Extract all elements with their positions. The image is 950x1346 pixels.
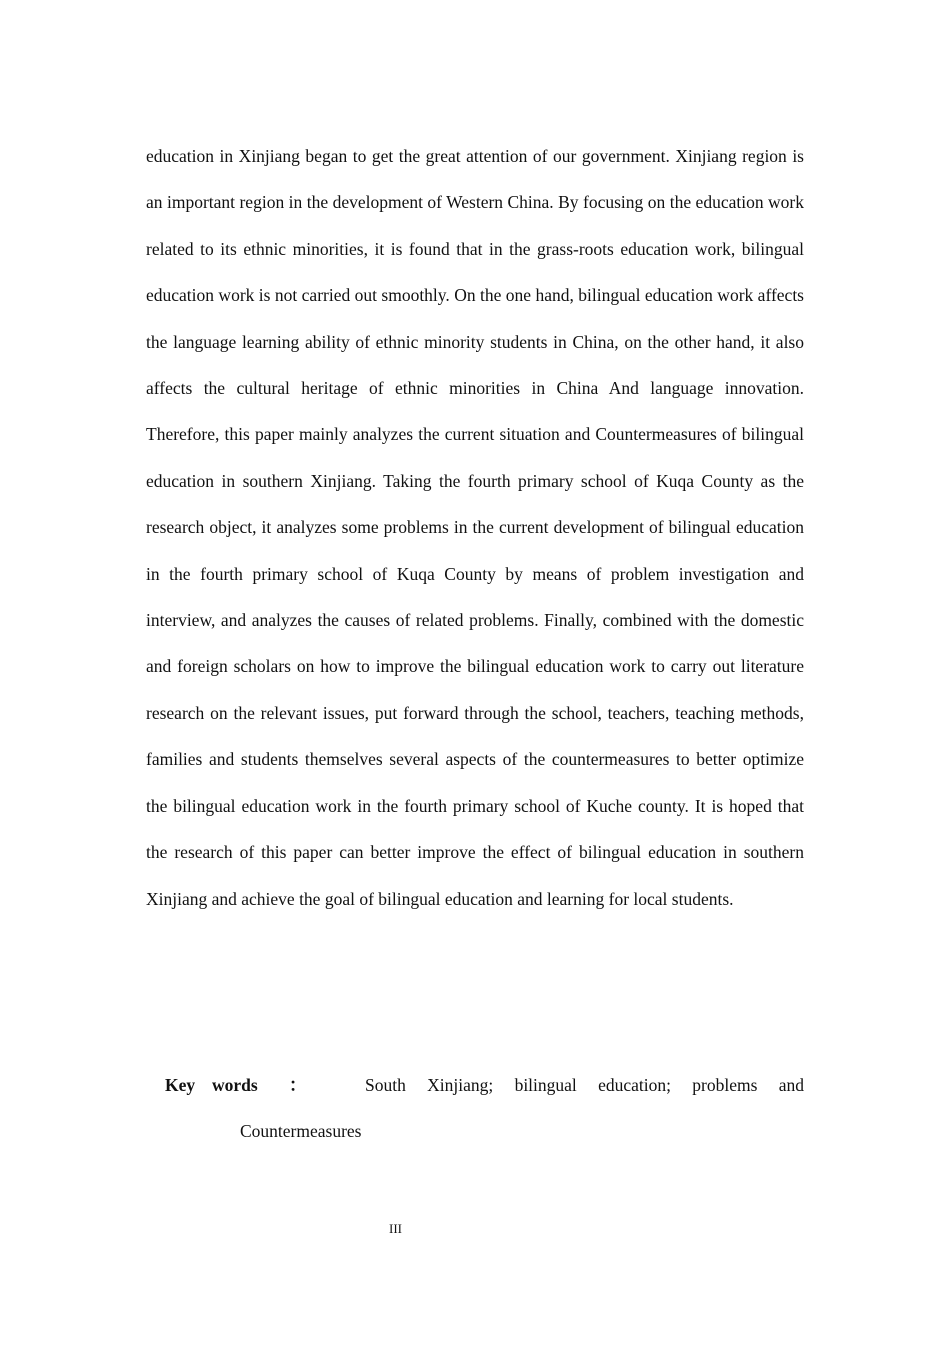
keywords-content-line-2: Countermeasures	[240, 1121, 362, 1141]
keywords-section	[165, 1062, 804, 1154]
keywords-label	[165, 1062, 307, 1108]
keywords-label-words: words	[212, 1075, 258, 1095]
keywords-content-line-1: South Xinjiang; bilingual education; problems and	[365, 1075, 804, 1095]
abstract-paragraph: education in Xinjiang began to get the great attention of our government. Xinjiang region is an important region in the development of Western China. By focusing on the education work related to its ethnic minorities, it is found that in the grass-roots education work, bilingual education work is not carried out smoothly. On the one hand, bilingual education work affects the language learning ability of ethnic minority students in China, on the other hand, it also affects the cultural heritage of ethnic minorities in China And language innovation. Therefore, this paper mainly analyzes the current situation and Countermeasures of bilingual education in southern Xinjiang. Taking the fourth primary school of Kuqa County as the research object, it analyzes some problems in the current development of bilingual education in the fourth primary school of Kuqa County by means of problem investigation and interview, and analyzes the causes of related problems. Finally, combined with the domestic and foreign scholars on how to improve the bilingual education work to carry out literature research on the relevant issues, put forward through the school, teachers, teaching methods, families and students themselves several aspects of the countermeasures to better optimize the bilingual education work in the fourth primary school of Kuche county. It is hoped that the research of this paper can better improve the effect of bilingual education in southern Xinjiang and achieve the goal of bilingual education and learning for local students.	[146, 146, 804, 909]
keywords-label-key: Key	[165, 1075, 196, 1095]
keywords-label-colon: ：	[289, 1075, 307, 1095]
keywords-line-1	[165, 1062, 804, 1108]
page-number: III	[389, 1221, 402, 1236]
